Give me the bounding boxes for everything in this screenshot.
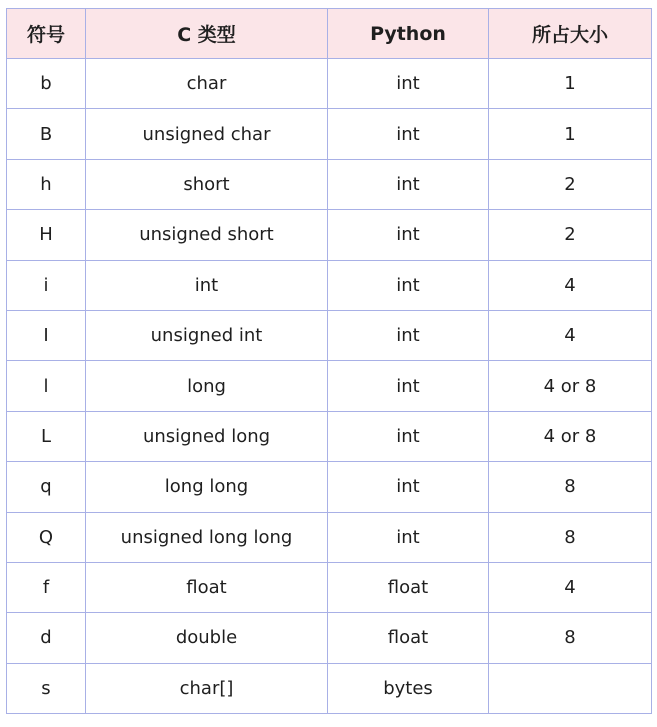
cell-symbol: H — [7, 210, 86, 260]
cell-size: 4 — [489, 260, 652, 310]
table-body — [7, 59, 652, 714]
cell-size: 2 — [489, 210, 652, 260]
cell-python-type: int — [328, 210, 489, 260]
cell-c-type: float — [86, 562, 328, 612]
cell-size: 1 — [489, 59, 652, 109]
cell-size: 1 — [489, 109, 652, 159]
cell-python-type: int — [328, 159, 489, 209]
cell-python-type: int — [328, 462, 489, 512]
cell-symbol: i — [7, 260, 86, 310]
table-row — [7, 411, 652, 461]
cell-symbol: I — [7, 310, 86, 360]
cell-python-type: int — [328, 109, 489, 159]
cell-c-type: long long — [86, 462, 328, 512]
cell-symbol: B — [7, 109, 86, 159]
cell-size — [489, 663, 652, 713]
cell-python-type: int — [328, 260, 489, 310]
struct-format-table — [6, 8, 652, 714]
cell-size: 4 — [489, 310, 652, 360]
table-row — [7, 663, 652, 713]
header-row — [7, 9, 652, 59]
table-row — [7, 512, 652, 562]
table-row — [7, 310, 652, 360]
cell-size: 4 or 8 — [489, 361, 652, 411]
cell-size: 4 or 8 — [489, 411, 652, 461]
cell-symbol: q — [7, 462, 86, 512]
cell-c-type: unsigned long long — [86, 512, 328, 562]
cell-symbol: L — [7, 411, 86, 461]
cell-symbol: d — [7, 613, 86, 663]
cell-c-type: short — [86, 159, 328, 209]
cell-c-type: unsigned long — [86, 411, 328, 461]
cell-size: 8 — [489, 462, 652, 512]
cell-size: 4 — [489, 562, 652, 612]
cell-symbol: l — [7, 361, 86, 411]
cell-c-type: long — [86, 361, 328, 411]
cell-python-type: int — [328, 361, 489, 411]
table-row — [7, 613, 652, 663]
cell-python-type: float — [328, 613, 489, 663]
header-c-type: C 类型 — [86, 9, 328, 59]
header-python-type: Python — [328, 9, 489, 59]
cell-c-type: unsigned char — [86, 109, 328, 159]
header-symbol: 符号 — [7, 9, 86, 59]
cell-python-type: int — [328, 59, 489, 109]
cell-symbol: Q — [7, 512, 86, 562]
cell-c-type: char[] — [86, 663, 328, 713]
cell-python-type: int — [328, 512, 489, 562]
cell-python-type: int — [328, 411, 489, 461]
table-row — [7, 361, 652, 411]
table-row — [7, 109, 652, 159]
cell-symbol: h — [7, 159, 86, 209]
table-row — [7, 260, 652, 310]
struct-format-table-container — [6, 8, 651, 714]
cell-python-type: bytes — [328, 663, 489, 713]
cell-python-type: float — [328, 562, 489, 612]
table-row — [7, 159, 652, 209]
table-row — [7, 210, 652, 260]
table-header — [7, 9, 652, 59]
table-row — [7, 462, 652, 512]
cell-c-type: unsigned int — [86, 310, 328, 360]
cell-size: 8 — [489, 512, 652, 562]
table-row — [7, 562, 652, 612]
table-row — [7, 59, 652, 109]
cell-c-type: double — [86, 613, 328, 663]
cell-c-type: int — [86, 260, 328, 310]
cell-symbol: b — [7, 59, 86, 109]
cell-c-type: unsigned short — [86, 210, 328, 260]
cell-c-type: char — [86, 59, 328, 109]
cell-symbol: s — [7, 663, 86, 713]
cell-python-type: int — [328, 310, 489, 360]
header-size: 所占大小 — [489, 9, 652, 59]
cell-size: 2 — [489, 159, 652, 209]
cell-size: 8 — [489, 613, 652, 663]
cell-symbol: f — [7, 562, 86, 612]
